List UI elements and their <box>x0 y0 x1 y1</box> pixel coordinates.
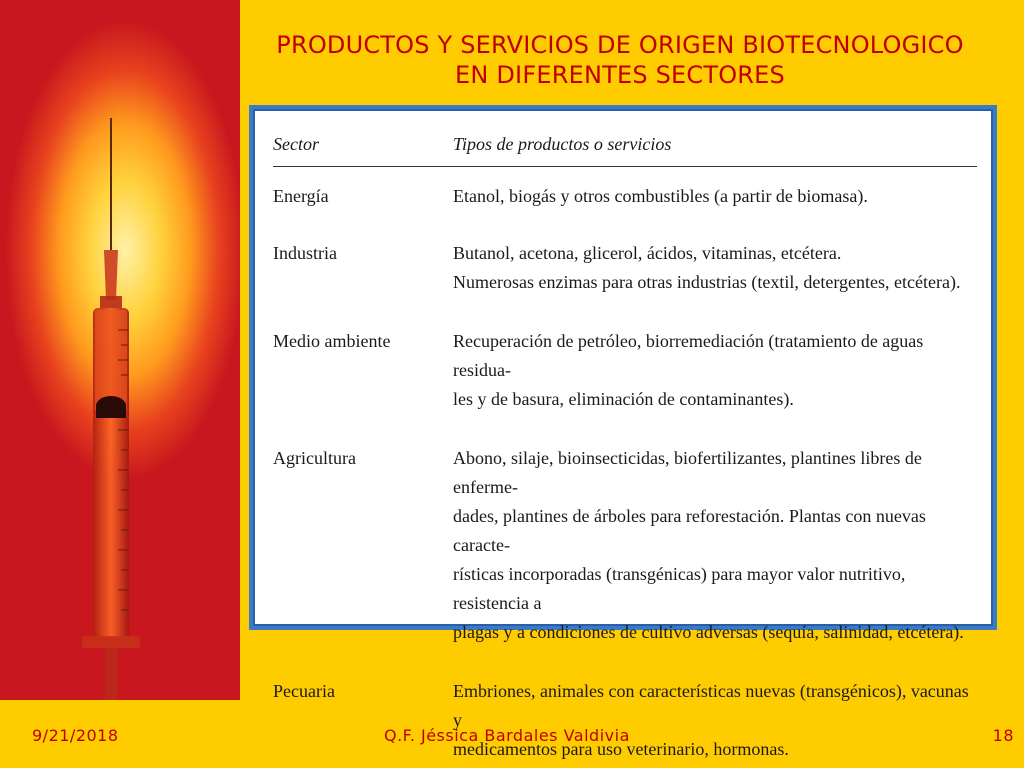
description-line: Etanol, biogás y otros combustibles (a partir de biomasa). <box>453 186 868 206</box>
description-line: les y de basura, eliminación de contaminantes). <box>453 389 794 409</box>
header-types: Tipos de productos o servicios <box>453 134 672 154</box>
syringe-icon <box>0 0 240 700</box>
row-description <box>453 182 977 211</box>
slide-footer <box>0 720 1024 750</box>
slide-title <box>250 30 990 90</box>
page-number: 18 <box>992 726 1014 745</box>
row-sector: Energía <box>273 186 329 206</box>
description-line: Recuperación de petróleo, biorremediación (tratamiento de aguas residua- <box>453 331 924 380</box>
description-line: Abono, silaje, bioinsecticidas, biofertilizantes, plantines libres de enferme- <box>453 448 922 497</box>
row-description <box>453 327 977 414</box>
table-header <box>273 123 977 167</box>
title-line-1: PRODUCTOS Y SERVICIOS DE ORIGEN BIOTECNOLOGICO <box>276 31 964 59</box>
description-line: Embriones, animales con características nuevas (transgénicos), vacunas y <box>453 681 969 730</box>
footer-author: Q.F. Jéssica Bardales Valdivia <box>384 726 630 745</box>
footer-date: 9/21/2018 <box>32 726 119 745</box>
row-sector: Agricultura <box>273 448 356 468</box>
row-sector: Industria <box>273 243 337 263</box>
header-sector: Sector <box>273 134 319 154</box>
table-row <box>273 444 977 647</box>
syringe-image <box>0 0 240 700</box>
row-description <box>453 239 977 297</box>
description-line: Numerosas enzimas para otras industrias (textil, detergentes, etcétera). <box>453 272 961 292</box>
row-sector: Pecuaria <box>273 681 335 701</box>
table-row <box>273 327 977 414</box>
table-row <box>273 182 977 211</box>
row-description <box>453 444 977 647</box>
title-line-2: EN DIFERENTES SECTORES <box>455 61 785 89</box>
row-sector: Medio ambiente <box>273 331 391 351</box>
description-line: plagas y a condiciones de cultivo adversas (sequía, salinidad, etcétera). <box>453 622 964 642</box>
description-line: dades, plantines de árboles para reforestación. Plantas con nuevas caracte- <box>453 506 926 555</box>
table-row <box>273 239 977 297</box>
description-line: medicamentos para uso veterinario, hormonas. <box>453 739 789 759</box>
description-line: Butanol, acetona, glicerol, ácidos, vitaminas, etcétera. <box>453 243 842 263</box>
description-line: rísticas incorporadas (transgénicas) para mayor valor nutritivo, resistencia a <box>453 564 906 613</box>
